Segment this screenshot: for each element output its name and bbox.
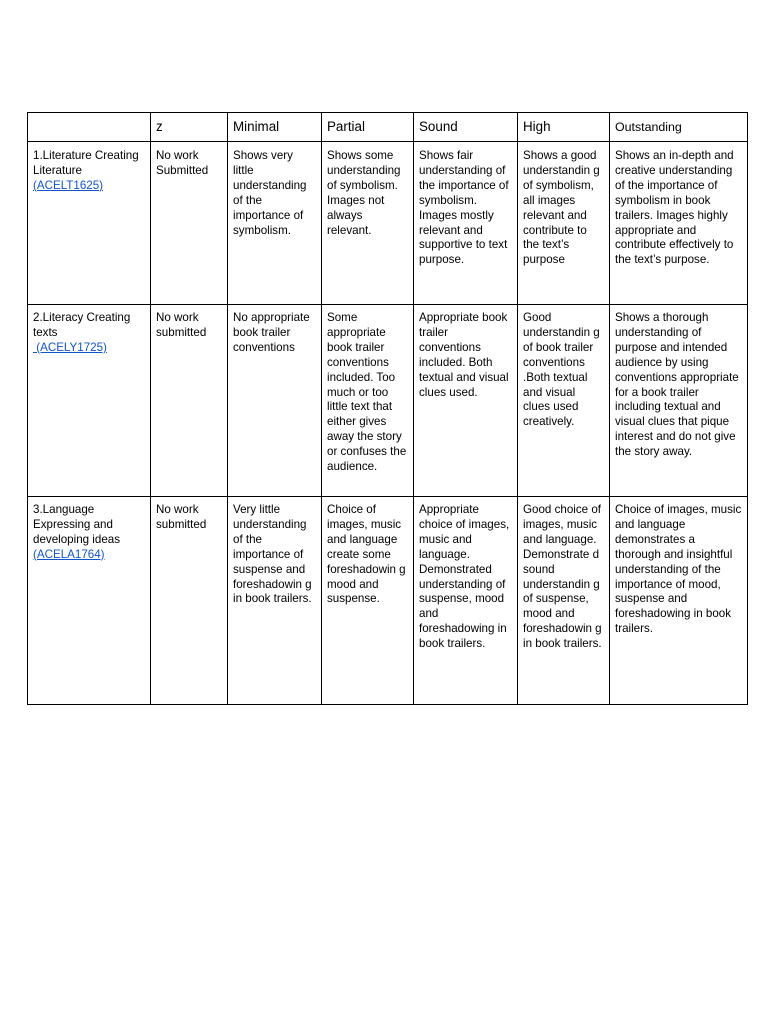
curriculum-code-link[interactable]: (ACELA1764) — [33, 547, 105, 561]
rubric-cell-z: No work submitted — [151, 497, 228, 705]
table-row — [28, 305, 748, 497]
rubric-cell-sound: Appropriate choice of images, music and language. Demonstrated understanding of suspense, mood and foreshadowing in book trailers. — [414, 497, 518, 705]
rubric-cell-minimal: Very little understanding of the importance of suspense and foreshadowin g in book trailers. — [228, 497, 322, 705]
rubric-page — [27, 112, 747, 705]
rubric-cell-partial: Some appropriate book trailer conventions included. Too much or too little text that either gives away the story or confuses the audience. — [322, 305, 414, 497]
table-row — [28, 497, 748, 705]
header-cell-partial: Partial — [322, 113, 414, 142]
rubric-cell-partial: Shows some understanding of symbolism. Images not always relevant. — [322, 142, 414, 305]
rubric-cell-minimal: No appropriate book trailer conventions — [228, 305, 322, 497]
criterion-cell — [28, 142, 151, 305]
rubric-cell-high: Good understandin g of book trailer conventions .Both textual and visual clues used creatively. — [518, 305, 610, 497]
header-cell-minimal: Minimal — [228, 113, 322, 142]
header-cell-sound: Sound — [414, 113, 518, 142]
rubric-cell-partial: Choice of images, music and language create some foreshadowin g mood and suspense. — [322, 497, 414, 705]
rubric-cell-z: No work submitted — [151, 305, 228, 497]
header-cell-outstanding: Outstanding — [610, 113, 748, 142]
curriculum-code-link[interactable]: (ACELY1725) — [33, 340, 107, 354]
rubric-cell-outstanding: Shows an in-depth and creative understanding of the importance of symbolism in book trailers. Images highly appropriate and contribute effectively to the text’s purpose. — [610, 142, 748, 305]
rubric-cell-sound: Appropriate book trailer conventions included. Both textual and visual clues used. — [414, 305, 518, 497]
criterion-cell — [28, 305, 151, 497]
rubric-cell-high: Good choice of images, music and language. Demonstrate d sound understandin g of suspense, mood and foreshadowin g in book trailers. — [518, 497, 610, 705]
header-cell-empty — [28, 113, 151, 142]
criterion-label: 2.Literacy Creating texts — [33, 311, 131, 339]
rubric-cell-minimal: Shows very little understanding of the importance of symbolism. — [228, 142, 322, 305]
criterion-label: 3.Language Expressing and developing ideas — [33, 503, 121, 546]
header-row — [28, 113, 748, 142]
rubric-table — [27, 112, 748, 705]
rubric-cell-sound: Shows fair understanding of the importance of symbolism. Images mostly relevant and supportive to text purpose. — [414, 142, 518, 305]
rubric-cell-high: Shows a good understandin g of symbolism, all images relevant and contribute to the text’s purpose — [518, 142, 610, 305]
curriculum-code-link[interactable]: (ACELT1625) — [33, 178, 104, 192]
table-row — [28, 142, 748, 305]
criterion-cell — [28, 497, 151, 705]
criterion-label: 1.Literature Creating Literature — [33, 149, 139, 177]
header-cell-high: High — [518, 113, 610, 142]
header-cell-z: z — [151, 113, 228, 142]
rubric-cell-outstanding: Shows a thorough understanding of purpose and intended audience by using conventions appropriate for a book trailer including textual and visual clues that pique interest and do not give the story away. — [610, 305, 748, 497]
rubric-cell-outstanding: Choice of images, music and language demonstrates a thorough and insightful understanding of the importance of mood, suspense and foreshadowing in book trailers. — [610, 497, 748, 705]
rubric-cell-z: No work Submitted — [151, 142, 228, 305]
